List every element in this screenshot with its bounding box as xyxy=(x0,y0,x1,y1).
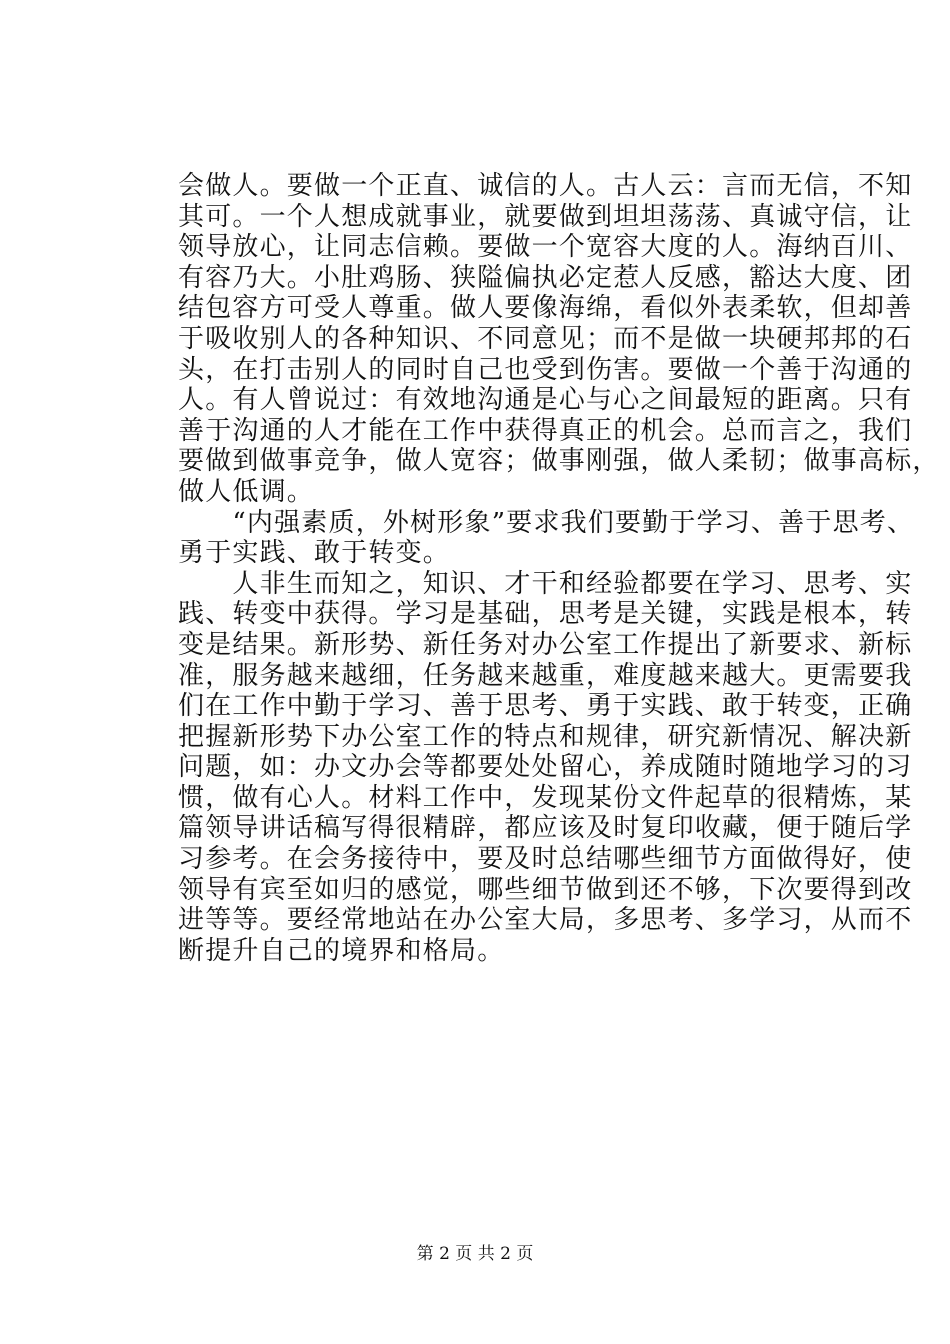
text-line: 其可。一个人想成就事业，就要做到坦坦荡荡、真诚守信，让 xyxy=(178,201,913,232)
text-line: 篇领导讲话稿写得很精辟，都应该及时复印收藏，便于随后学 xyxy=(178,813,913,844)
text-line: 准，服务越来越细，任务越来越重，难度越来越大。更需要我 xyxy=(178,660,913,691)
text-line: 问题，如：办文办会等都要处处留心，养成随时随地学习的习 xyxy=(178,752,913,783)
text-line: 要做到做事竞争，做人宽容；做事刚强，做人柔韧；做事高标， xyxy=(178,446,940,477)
text-line: 把握新形势下办公室工作的特点和规律，研究新情况、解决新 xyxy=(178,721,913,752)
text-line: 习参考。在会务接待中，要及时总结哪些细节方面做得好，使 xyxy=(178,844,913,875)
body-text xyxy=(178,171,940,966)
page-number-footer: 第 2 页 共 2 页 xyxy=(416,1244,534,1264)
text-line: 践、转变中获得。学习是基础，思考是关键，实践是根本，转 xyxy=(178,599,913,630)
text-line: 人。有人曾说过：有效地沟通是心与心之间最短的距离。只有 xyxy=(178,385,913,416)
text-line: 进等等。要经常地站在办公室大局，多思考、多学习，从而不 xyxy=(178,905,913,936)
paragraph-start-line: 人非生而知之，知识、才干和经验都要在学习、思考、实 xyxy=(178,568,913,599)
paragraph-start-line: “内强素质，外树形象”要求我们要勤于学习、善于思考、 xyxy=(178,507,915,538)
text-line: 善于沟通的人才能在工作中获得真正的机会。总而言之，我们 xyxy=(178,415,913,446)
text-line: 领导放心，让同志信赖。要做一个宽容大度的人。海纳百川、 xyxy=(178,232,913,263)
text-line: 领导有宾至如归的感觉，哪些细节做到还不够，下次要得到改 xyxy=(178,874,913,905)
text-line: 断提升自己的境界和格局。 xyxy=(178,935,505,966)
text-line: 变是结果。新形势、新任务对办公室工作提出了新要求、新标 xyxy=(178,629,913,660)
text-line: 有容乃大。小肚鸡肠、狭隘偏执必定惹人反感，豁达大度、团 xyxy=(178,262,913,293)
text-line: 头，在打击别人的同时自己也受到伤害。要做一个善于沟通的 xyxy=(178,354,913,385)
text-line: 结包容方可受人尊重。做人要像海绵，看似外表柔软，但却善 xyxy=(178,293,913,324)
text-line: 会做人。要做一个正直、诚信的人。古人云：言而无信，不知 xyxy=(178,171,913,201)
text-line: 们在工作中勤于学习、善于思考、勇于实践、敢于转变，正确 xyxy=(178,691,913,722)
text-line: 做人低调。 xyxy=(178,476,315,507)
text-line: 惯，做有心人。材料工作中，发现某份文件起草的很精炼，某 xyxy=(178,782,913,813)
text-line: 勇于实践、敢于转变。 xyxy=(178,538,451,569)
text-line: 于吸收别人的各种知识、不同意见；而不是做一块硬邦邦的石 xyxy=(178,323,913,354)
